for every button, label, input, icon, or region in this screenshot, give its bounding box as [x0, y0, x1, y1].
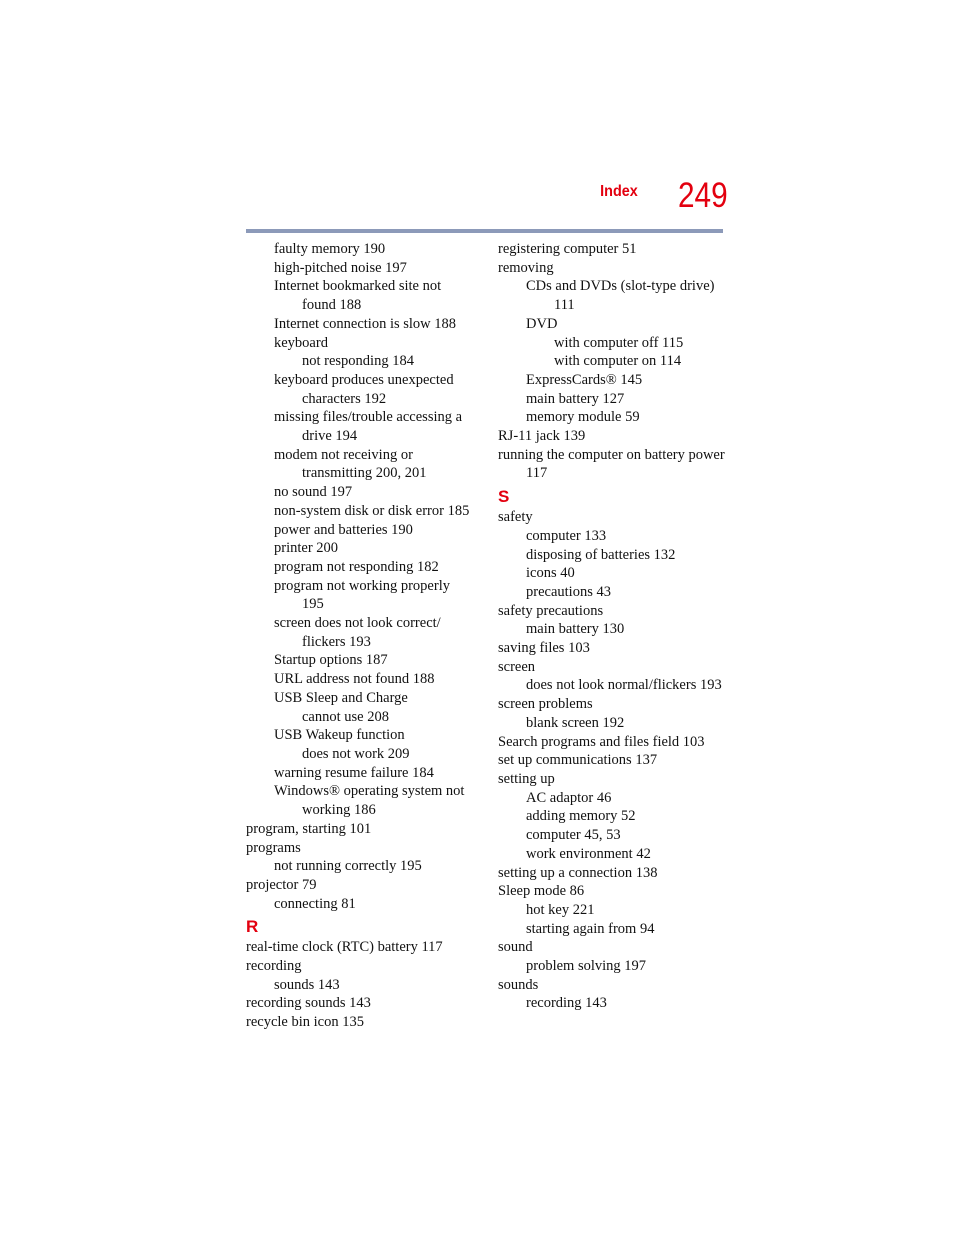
index-entry: URL address not found 188	[274, 671, 435, 688]
index-entry: running the computer on battery power	[498, 446, 725, 463]
index-entry: sounds	[498, 976, 539, 993]
index-entry: DVD	[526, 315, 558, 332]
index-entry: recording sounds 143	[246, 995, 371, 1012]
index-entry: flickers 193	[302, 633, 371, 650]
index-entry: does not work 209	[302, 745, 410, 762]
page-number: 249	[678, 176, 728, 215]
index-entry: recycle bin icon 135	[246, 1014, 364, 1031]
index-entry: drive 194	[302, 428, 358, 445]
index-entry: recording 143	[526, 995, 607, 1012]
index-entry: setting up	[498, 770, 555, 787]
section-title: Index	[600, 183, 638, 200]
index-entry: Startup options 187	[274, 652, 388, 669]
index-entry: real-time clock (RTC) battery 117	[246, 939, 443, 956]
index-letter-heading: S	[498, 487, 510, 507]
index-entry: screen problems	[498, 696, 593, 713]
index-entry: memory module 59	[526, 409, 640, 426]
index-entry: Windows® operating system not	[274, 783, 465, 800]
index-entry: USB Wakeup function	[274, 727, 405, 744]
index-entry: high-pitched noise 197	[274, 259, 407, 276]
index-entry: with computer off 115	[554, 334, 684, 351]
index-entry: non-system disk or disk error 185	[274, 502, 470, 519]
index-entry: keyboard produces unexpected	[274, 371, 454, 388]
index-entry: safety	[498, 509, 533, 526]
index-entry: main battery 130	[526, 621, 625, 638]
index-entry: modem not receiving or	[274, 446, 413, 463]
index-entry: cannot use 208	[302, 708, 389, 725]
index-entry: warning resume failure 184	[274, 764, 434, 781]
index-column-left	[246, 240, 481, 1032]
index-entry: recording	[246, 958, 302, 975]
index-entry: RJ-11 jack 139	[498, 428, 586, 445]
index-entry: removing	[498, 259, 554, 276]
index-entry: Sleep mode 86	[498, 883, 585, 900]
index-entry: registering computer 51	[498, 241, 637, 257]
index-entry: keyboard	[274, 334, 328, 351]
index-entry: connecting 81	[274, 895, 356, 912]
index-entry: starting again from 94	[526, 920, 655, 937]
index-entry: computer 133	[526, 527, 607, 544]
index-entry: program not responding 182	[274, 558, 439, 575]
index-entry: hot key 221	[526, 901, 595, 918]
index-entry: working 186	[302, 802, 376, 819]
index-entry: sounds 143	[274, 976, 340, 993]
index-entry: projector 79	[246, 876, 317, 893]
index-column-right	[498, 240, 730, 1013]
index-entry: not running correctly 195	[274, 858, 422, 875]
index-entry: 117	[526, 465, 548, 482]
index-entry: program, starting 101	[246, 820, 372, 837]
index-entry: power and batteries 190	[274, 521, 413, 538]
index-entry: Search programs and files field 103	[498, 733, 705, 750]
index-entry: precautions 43	[526, 583, 611, 600]
index-entry: no sound 197	[274, 484, 353, 501]
index-entry: screen does not look correct/	[274, 615, 441, 632]
index-entry: adding memory 52	[526, 808, 636, 825]
index-entry: 111	[554, 297, 575, 314]
index-entry: setting up a connection 138	[498, 864, 658, 881]
index-entry: found 188	[302, 297, 362, 314]
index-entry: with computer on 114	[554, 353, 682, 370]
index-entry: safety precautions	[498, 602, 604, 619]
index-entry: programs	[246, 839, 301, 856]
index-entry: does not look normal/flickers 193	[526, 677, 722, 694]
index-entry: ExpressCards® 145	[526, 371, 643, 388]
index-entry: set up communications 137	[498, 752, 658, 769]
index-entry: main battery 127	[526, 390, 625, 407]
index-entry: USB Sleep and Charge	[274, 689, 408, 706]
index-entry: missing files/trouble accessing a	[274, 409, 463, 426]
index-entry: screen	[498, 658, 536, 675]
header-rule	[246, 229, 723, 233]
index-entry: transmitting 200, 201	[302, 465, 427, 482]
index-entry: Internet bookmarked site not	[274, 278, 442, 295]
index-entry: CDs and DVDs (slot-type drive)	[526, 278, 715, 295]
index-entry: problem solving 197	[526, 958, 647, 975]
index-entry: not responding 184	[302, 353, 414, 370]
index-entry: program not working properly	[274, 577, 450, 594]
index-entry: 195	[302, 596, 324, 613]
index-entry: disposing of batteries 132	[526, 546, 676, 563]
index-entry: printer 200	[274, 540, 339, 557]
index-entry: saving files 103	[498, 640, 590, 657]
index-entry: icons 40	[526, 565, 575, 582]
index-entry: AC adaptor 46	[526, 789, 612, 806]
index-entry: blank screen 192	[526, 714, 625, 731]
index-entry: characters 192	[302, 390, 387, 407]
index-entry: sound	[498, 939, 533, 956]
index-entry: Internet connection is slow 188	[274, 315, 457, 332]
index-entry: faulty memory 190	[274, 241, 386, 257]
index-entry: computer 45, 53	[526, 827, 621, 844]
index-letter-heading: R	[246, 917, 259, 937]
index-entry: work environment 42	[526, 845, 651, 862]
